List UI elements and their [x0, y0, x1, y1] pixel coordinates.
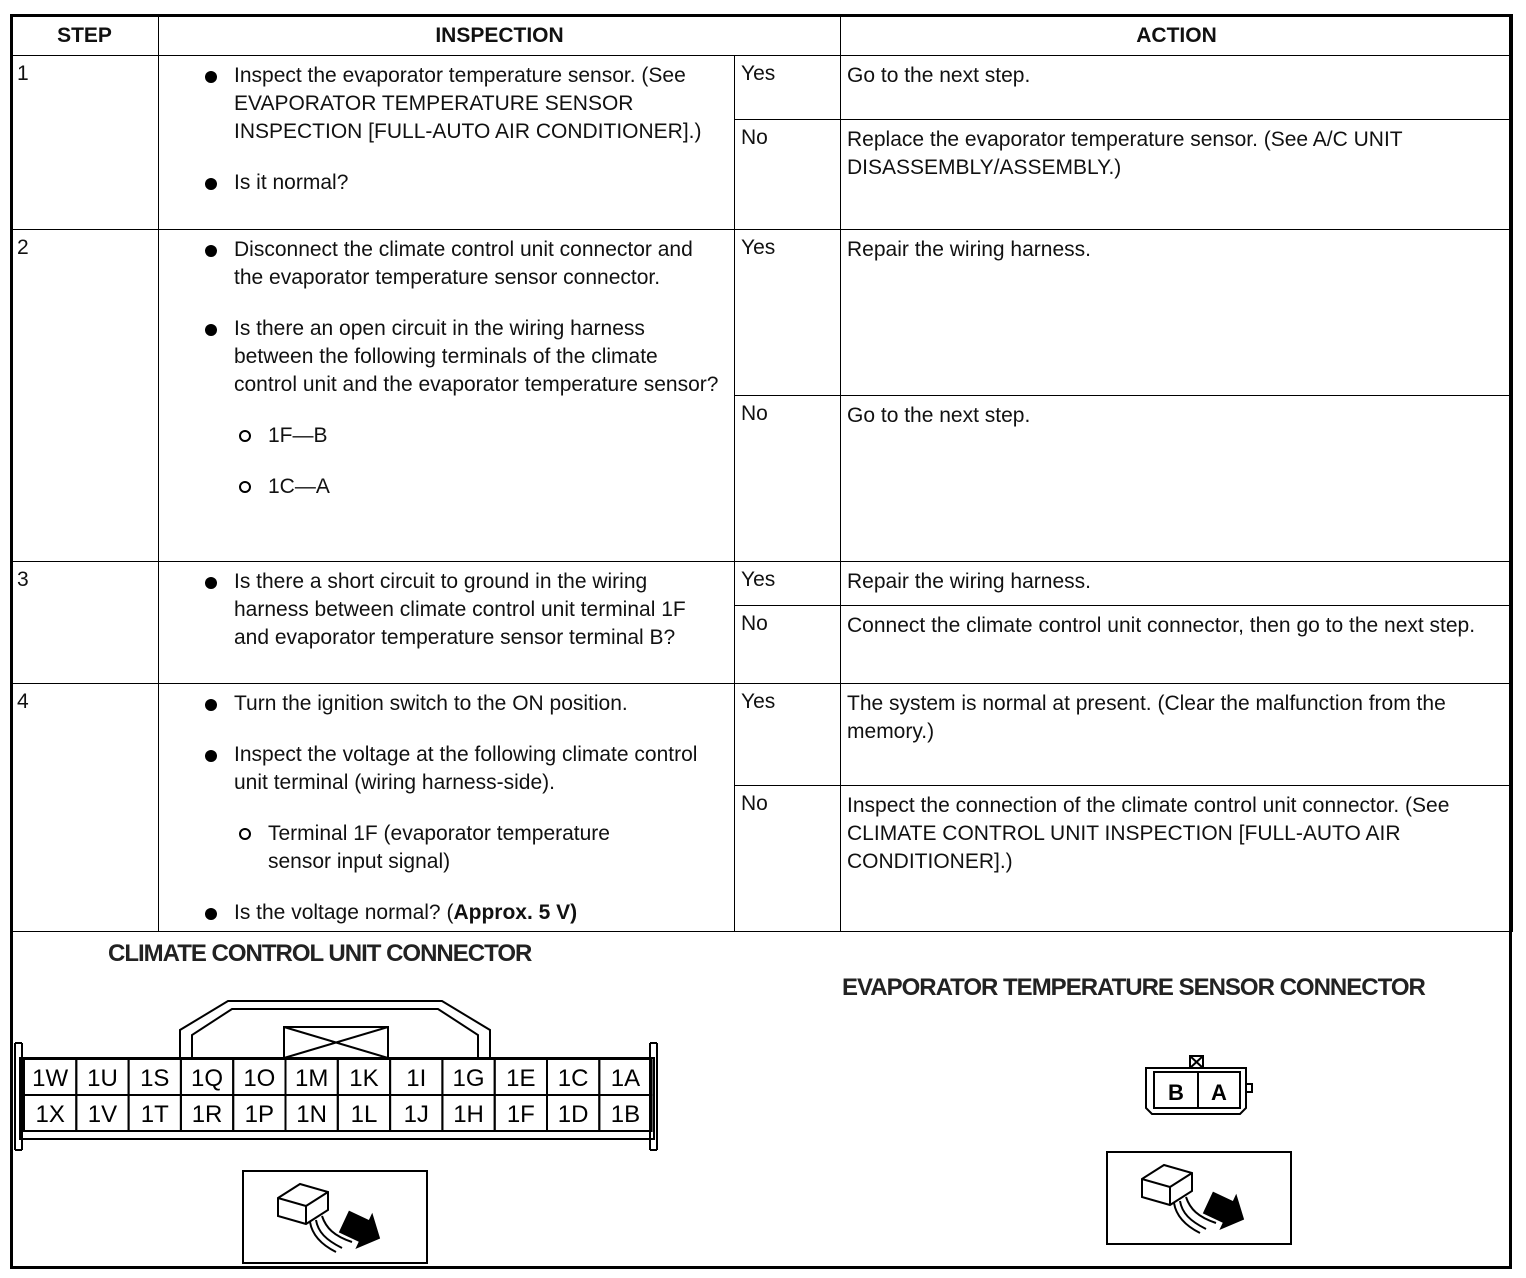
inspection-cell — [159, 562, 735, 684]
table-row — [11, 230, 1513, 396]
bullet-icon — [205, 750, 217, 762]
evap-connector-title: EVAPORATOR TEMPERATURE SENSOR CONNECTOR — [842, 974, 1425, 1001]
ccu-terminal-label: 1U — [87, 1065, 118, 1092]
ccu-terminal-label: 1F — [506, 1101, 535, 1128]
evap-connector-diagram — [1136, 1050, 1266, 1120]
yes-label: Yes — [735, 684, 841, 786]
terminal-description: Terminal 1F (evaporator temperature sensor input signal) — [268, 822, 610, 873]
action-text: Inspect the connection of the climate control unit connector. (See CLIMATE CONTROL UNIT INSPECTION [FULL-AUTO AIR CONDITIONER].) — [841, 786, 1513, 932]
table-row — [11, 562, 1513, 606]
no-label: No — [735, 120, 841, 230]
ccu-terminal-label: 1R — [191, 1101, 223, 1128]
header-step: STEP — [11, 16, 159, 56]
bullet-icon — [205, 178, 217, 190]
inspection-text: Turn the ignition switch to the ON position. — [234, 692, 628, 715]
ccu-terminal-label: 1M — [294, 1065, 329, 1092]
sub-bullet-icon — [239, 481, 251, 493]
ccu-connector-title: CLIMATE CONTROL UNIT CONNECTOR — [108, 940, 532, 967]
terminal-pair: 1C—A — [268, 475, 330, 498]
harness-side-view-icon — [242, 1170, 428, 1264]
voltage-spec: Approx. 5 V) — [453, 901, 578, 924]
ccu-connector-diagram — [10, 995, 670, 1165]
ccu-terminal-label: 1C — [557, 1065, 589, 1092]
inspection-text: Disconnect the climate control unit connector and the evaporator temperature sensor connector. — [234, 238, 693, 289]
bullet-icon — [205, 245, 217, 257]
action-text: Connect the climate control unit connector, then go to the next step. — [841, 606, 1513, 684]
inspection-text: Is it normal? — [234, 171, 349, 194]
ccu-terminal-grid — [24, 1059, 652, 1131]
ccu-terminal-label: 1X — [35, 1101, 65, 1128]
inspection-text: Inspect the evaporator temperature sensor. (See EVAPORATOR TEMPERATURE SENSOR INSPECTION [FULL-AUTO AIR CONDITIONER].) — [234, 64, 702, 143]
ccu-terminal-label: 1V — [87, 1101, 118, 1128]
harness-side-view-icon — [1106, 1151, 1292, 1245]
action-text: Repair the wiring harness. — [841, 562, 1513, 606]
inspection-text: Is the voltage normal? ( — [234, 901, 454, 924]
ccu-terminal-label: 1D — [557, 1101, 589, 1128]
bullet-icon — [205, 908, 217, 920]
sub-bullet-icon — [239, 430, 251, 442]
yes-label: Yes — [735, 562, 841, 606]
ccu-terminal-label: 1B — [610, 1101, 641, 1128]
action-text: The system is normal at present. (Clear the malfunction from the memory.) — [841, 684, 1513, 786]
table-row — [11, 684, 1513, 786]
yes-label: Yes — [735, 56, 841, 120]
evap-terminal-b: B — [1168, 1080, 1184, 1105]
bullet-icon — [205, 71, 217, 83]
step-number: 4 — [11, 684, 159, 932]
no-label: No — [735, 396, 841, 562]
sub-bullet-icon — [239, 828, 251, 840]
ccu-terminal-label: 1A — [610, 1065, 641, 1092]
action-text: Replace the evaporator temperature sensor. (See A/C UNIT DISASSEMBLY/ASSEMBLY.) — [841, 120, 1513, 230]
inspection-text: Inspect the voltage at the following climate control unit terminal (wiring harness-side). — [234, 743, 698, 794]
header-inspection: INSPECTION — [159, 16, 841, 56]
ccu-terminal-label: 1N — [296, 1101, 327, 1128]
step-number: 3 — [11, 562, 159, 684]
yes-label: Yes — [735, 230, 841, 396]
bullet-icon — [205, 577, 217, 589]
terminal-pair: 1F—B — [268, 424, 328, 447]
action-text: Go to the next step. — [841, 396, 1513, 562]
step-number: 1 — [11, 56, 159, 230]
no-label: No — [735, 786, 841, 932]
ccu-terminal-label: 1G — [452, 1065, 485, 1092]
inspection-cell — [159, 56, 735, 230]
action-text: Go to the next step. — [841, 56, 1513, 120]
ccu-terminal-label: 1E — [506, 1065, 536, 1092]
inspection-cell — [159, 230, 735, 562]
ccu-terminal-label: 1H — [453, 1101, 484, 1128]
ccu-terminal-label: 1T — [140, 1101, 169, 1128]
no-label: No — [735, 606, 841, 684]
ccu-terminal-label: 1K — [349, 1065, 379, 1092]
ccu-terminal-label: 1O — [243, 1065, 276, 1092]
ccu-terminal-label: 1L — [350, 1101, 378, 1128]
ccu-terminal-label: 1S — [140, 1065, 170, 1092]
bullet-icon — [205, 324, 217, 336]
ccu-terminal-label: 1J — [403, 1101, 429, 1128]
troubleshooting-table — [10, 14, 1513, 932]
evap-terminal-a: A — [1211, 1080, 1227, 1105]
ccu-terminal-label: 1W — [32, 1065, 69, 1092]
bullet-icon — [205, 699, 217, 711]
step-number: 2 — [11, 230, 159, 562]
ccu-terminal-label: 1Q — [191, 1065, 224, 1092]
table-header-row — [11, 16, 1513, 56]
action-text: Repair the wiring harness. — [841, 230, 1513, 396]
ccu-terminal-label: 1I — [406, 1065, 427, 1092]
inspection-text: Is there a short circuit to ground in the wiring harness between climate control unit terminal 1F and evaporator temperature sensor terminal B? — [234, 570, 686, 649]
ccu-terminal-label: 1P — [244, 1101, 275, 1128]
header-action: ACTION — [841, 16, 1513, 56]
table-row — [11, 56, 1513, 120]
inspection-cell — [159, 684, 735, 932]
inspection-text: Is there an open circuit in the wiring harness between the following terminals of the climate control unit and the evaporator temperature sensor? — [234, 317, 719, 396]
